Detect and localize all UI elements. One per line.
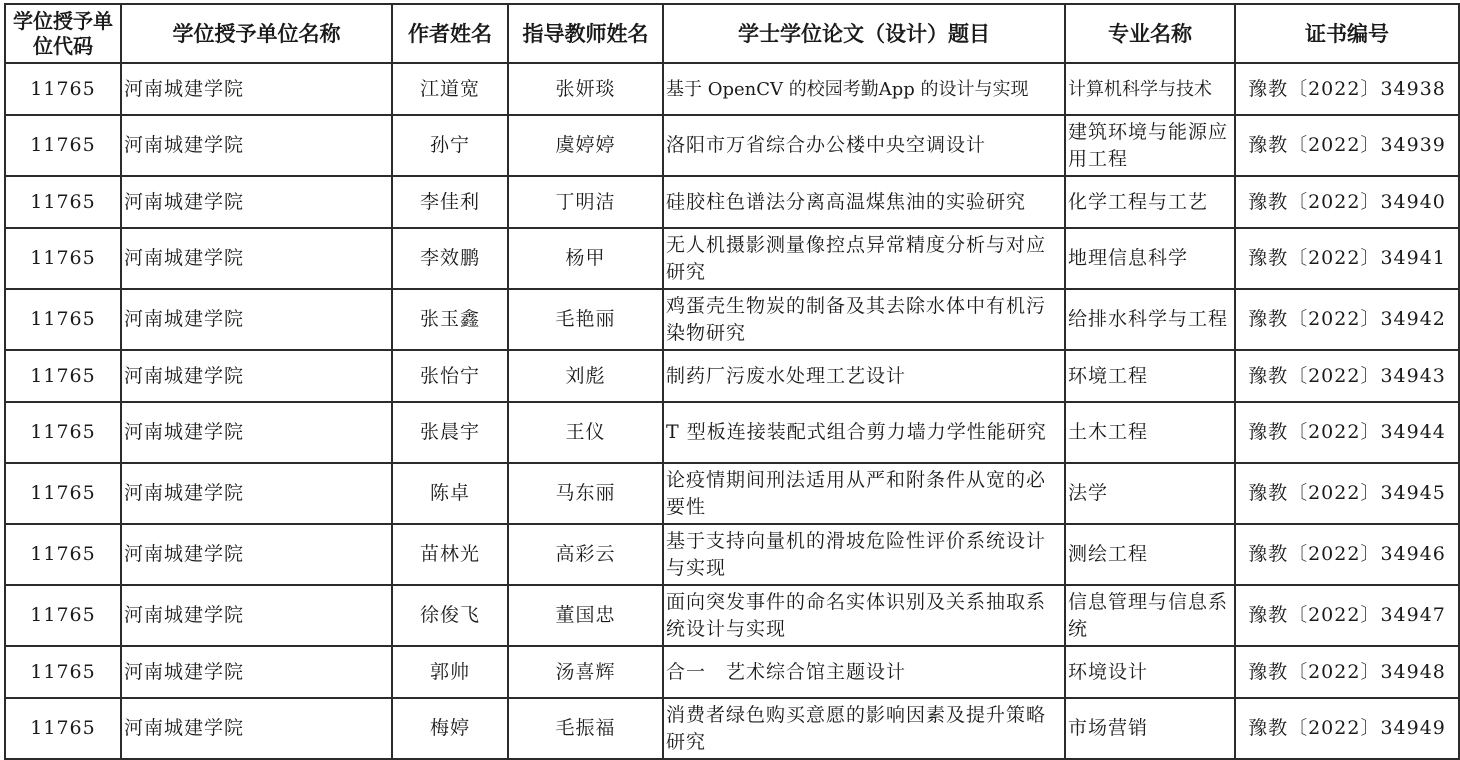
author-cell: 孙宁	[392, 115, 508, 176]
thesis-title-cell: 无人机摄影测量像控点异常精度分析与对应研究	[663, 228, 1065, 289]
major-cell: 信息管理与信息系统	[1065, 585, 1235, 646]
major-cell: 化学工程与工艺	[1065, 176, 1235, 228]
unit-name-cell: 河南城建学院	[121, 646, 392, 698]
header-thesis-title: 学士学位论文（设计）题目	[663, 4, 1065, 63]
table-row	[5, 228, 1459, 289]
advisor-cell: 杨甲	[508, 228, 663, 289]
table-row	[5, 463, 1459, 524]
table-row	[5, 350, 1459, 402]
header-major: 专业名称	[1065, 4, 1235, 63]
header-advisor-name: 指导教师姓名	[508, 4, 663, 63]
unit-name-cell: 河南城建学院	[121, 524, 392, 585]
author-cell: 徐俊飞	[392, 585, 508, 646]
advisor-cell: 汤喜辉	[508, 646, 663, 698]
major-cell: 建筑环境与能源应用工程	[1065, 115, 1235, 176]
certificate-number-cell: 豫教〔2022〕34944	[1235, 402, 1459, 463]
certificate-number-cell: 豫教〔2022〕34938	[1235, 63, 1459, 115]
advisor-cell: 张妍琰	[508, 63, 663, 115]
author-cell: 苗林光	[392, 524, 508, 585]
advisor-cell: 刘彪	[508, 350, 663, 402]
table-row	[5, 698, 1459, 759]
unit-code-cell: 11765	[5, 646, 121, 698]
table-row	[5, 63, 1459, 115]
table-row	[5, 402, 1459, 463]
unit-name-cell: 河南城建学院	[121, 228, 392, 289]
author-cell: 张晨宇	[392, 402, 508, 463]
header-certificate-number: 证书编号	[1235, 4, 1459, 63]
author-cell: 梅婷	[392, 698, 508, 759]
header-author-name: 作者姓名	[392, 4, 508, 63]
certificate-number-cell: 豫教〔2022〕34943	[1235, 350, 1459, 402]
advisor-cell: 马东丽	[508, 463, 663, 524]
major-cell: 法学	[1065, 463, 1235, 524]
certificate-number-cell: 豫教〔2022〕34945	[1235, 463, 1459, 524]
major-cell: 给排水科学与工程	[1065, 289, 1235, 350]
author-cell: 李佳利	[392, 176, 508, 228]
certificate-number-cell: 豫教〔2022〕34946	[1235, 524, 1459, 585]
author-cell: 江道宽	[392, 63, 508, 115]
unit-name-cell: 河南城建学院	[121, 350, 392, 402]
unit-code-cell: 11765	[5, 350, 121, 402]
certificate-number-cell: 豫教〔2022〕34948	[1235, 646, 1459, 698]
certificate-number-cell: 豫教〔2022〕34940	[1235, 176, 1459, 228]
advisor-cell: 毛艳丽	[508, 289, 663, 350]
unit-name-cell: 河南城建学院	[121, 585, 392, 646]
major-cell: 环境工程	[1065, 350, 1235, 402]
advisor-cell: 王仪	[508, 402, 663, 463]
unit-name-cell: 河南城建学院	[121, 698, 392, 759]
author-cell: 郭帅	[392, 646, 508, 698]
unit-name-cell: 河南城建学院	[121, 289, 392, 350]
table-row	[5, 585, 1459, 646]
author-cell: 陈卓	[392, 463, 508, 524]
unit-name-cell: 河南城建学院	[121, 63, 392, 115]
thesis-title-cell: 基于 OpenCV 的校园考勤App 的设计与实现	[663, 63, 1065, 115]
author-cell: 李效鹏	[392, 228, 508, 289]
degree-records-table	[4, 3, 1460, 760]
unit-code-cell: 11765	[5, 585, 121, 646]
major-cell: 土木工程	[1065, 402, 1235, 463]
thesis-title-cell: 洛阳市万省综合办公楼中央空调设计	[663, 115, 1065, 176]
unit-code-cell: 11765	[5, 463, 121, 524]
advisor-cell: 丁明洁	[508, 176, 663, 228]
unit-code-cell: 11765	[5, 115, 121, 176]
table-row	[5, 646, 1459, 698]
unit-name-cell: 河南城建学院	[121, 463, 392, 524]
major-cell: 测绘工程	[1065, 524, 1235, 585]
table-row	[5, 289, 1459, 350]
unit-code-cell: 11765	[5, 402, 121, 463]
major-cell: 计算机科学与技术	[1065, 63, 1235, 115]
unit-code-cell: 11765	[5, 524, 121, 585]
certificate-number-cell: 豫教〔2022〕34949	[1235, 698, 1459, 759]
thesis-title-cell: 论疫情期间刑法适用从严和附条件从宽的必要性	[663, 463, 1065, 524]
thesis-title-cell: 消费者绿色购买意愿的影响因素及提升策略研究	[663, 698, 1065, 759]
unit-code-cell: 11765	[5, 176, 121, 228]
unit-code-cell: 11765	[5, 698, 121, 759]
author-cell: 张怡宁	[392, 350, 508, 402]
unit-name-cell: 河南城建学院	[121, 115, 392, 176]
thesis-title-cell: 面向突发事件的命名实体识别及关系抽取系统设计与实现	[663, 585, 1065, 646]
certificate-number-cell: 豫教〔2022〕34941	[1235, 228, 1459, 289]
table-row	[5, 176, 1459, 228]
header-unit-name: 学位授予单位名称	[121, 4, 392, 63]
thesis-title-cell: 基于支持向量机的滑坡危险性评价系统设计与实现	[663, 524, 1065, 585]
advisor-cell: 董国忠	[508, 585, 663, 646]
unit-code-cell: 11765	[5, 228, 121, 289]
major-cell: 环境设计	[1065, 646, 1235, 698]
major-cell: 市场营销	[1065, 698, 1235, 759]
major-cell: 地理信息科学	[1065, 228, 1235, 289]
advisor-cell: 虞婷婷	[508, 115, 663, 176]
certificate-number-cell: 豫教〔2022〕34939	[1235, 115, 1459, 176]
thesis-title-cell: 硅胶柱色谱法分离高温煤焦油的实验研究	[663, 176, 1065, 228]
unit-name-cell: 河南城建学院	[121, 402, 392, 463]
author-cell: 张玉鑫	[392, 289, 508, 350]
thesis-title-cell: 合一 艺术综合馆主题设计	[663, 646, 1065, 698]
certificate-number-cell: 豫教〔2022〕34947	[1235, 585, 1459, 646]
certificate-number-cell: 豫教〔2022〕34942	[1235, 289, 1459, 350]
unit-code-cell: 11765	[5, 63, 121, 115]
unit-code-cell: 11765	[5, 289, 121, 350]
thesis-title-cell: T 型板连接装配式组合剪力墙力学性能研究	[663, 402, 1065, 463]
thesis-title-cell: 鸡蛋壳生物炭的制备及其去除水体中有机污染物研究	[663, 289, 1065, 350]
table-row	[5, 524, 1459, 585]
advisor-cell: 高彩云	[508, 524, 663, 585]
table-row	[5, 115, 1459, 176]
header-unit-code: 学位授予单位代码	[5, 4, 121, 63]
unit-name-cell: 河南城建学院	[121, 176, 392, 228]
header-row	[5, 4, 1459, 63]
advisor-cell: 毛振福	[508, 698, 663, 759]
thesis-title-cell: 制药厂污废水处理工艺设计	[663, 350, 1065, 402]
